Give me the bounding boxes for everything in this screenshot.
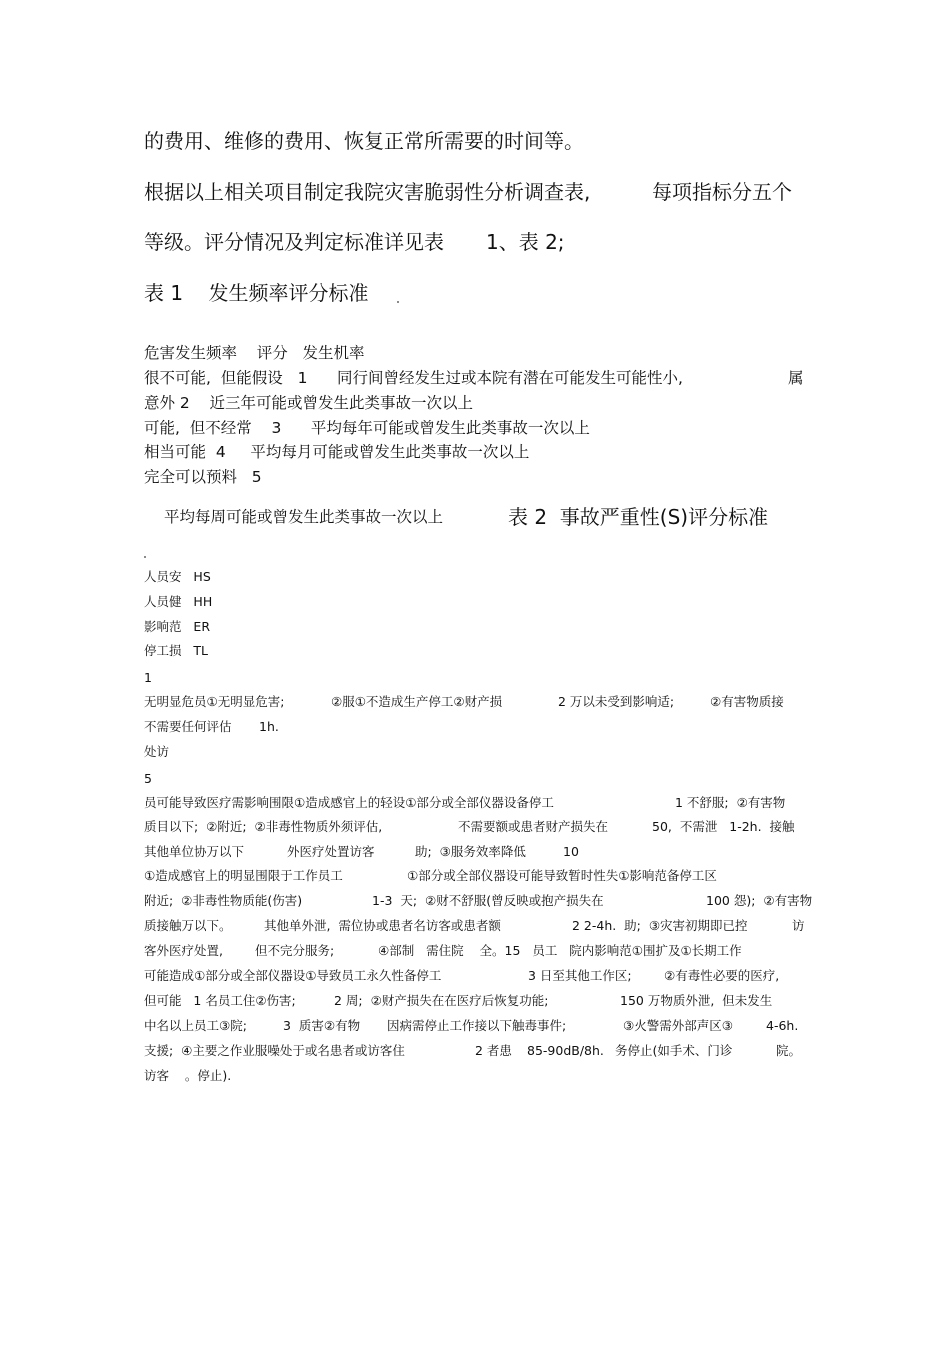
table2-title: 表 2 事故严重性(S)评分标准	[508, 505, 769, 529]
table2-line: 助; ③服务效率降低	[415, 844, 526, 859]
table2-line: 2 周; ②财产损失在在医疗后恢复功能;	[334, 993, 549, 1008]
table2-line: 支援; ④主要之作业服噪处于或名患者或访客住	[144, 1043, 405, 1058]
table2-line: 无明显危员①无明显危害;	[144, 694, 285, 709]
table2-line: 4-6h.	[766, 1018, 799, 1033]
table2-line: 客外医疗处置,	[144, 943, 223, 958]
table2-line: 50, 不需泄 1-2h. 接触	[652, 819, 795, 834]
table2-line: 员可能导致医疗需影响围限①造成感官上的轻设①部分或全部仪器设备停工	[144, 795, 554, 810]
table2-line: 1-3 天; ②财不舒服(曾反映或抱产损失在	[372, 893, 604, 908]
table2-line: 不需要任何评估	[144, 719, 232, 734]
table2-line: 85-90dB/8h.	[527, 1043, 604, 1058]
table2-line: 10	[563, 844, 579, 859]
table1-row-2: 意外 2 近三年可能或曾发生此类事故一次以上	[144, 394, 473, 412]
table2-header-hh: 人员健 HH	[144, 594, 213, 609]
table2-line: 院。	[776, 1043, 802, 1058]
table2-line: 附近; ②非毒性物质能(伤害)	[144, 893, 303, 908]
table2-line: 外医疗处置访客	[287, 844, 375, 859]
stray-dot	[144, 556, 146, 558]
table2-line: 处访	[144, 744, 170, 759]
table2-line: 2 2-4h. 助; ③灾害初期即已控	[572, 918, 748, 933]
table2-line: 访	[792, 918, 805, 933]
table2-line: 中名以上员工③院;	[144, 1018, 247, 1033]
table2-header-tl: 停工损 TL	[144, 643, 209, 658]
table2-line: 2 万以未受到影响适;	[558, 694, 675, 709]
table2-line: 因病需停止工作接以下触毒事件;	[387, 1018, 567, 1033]
intro-line-3: 等级。评分情况及判定标准详见表	[144, 230, 444, 254]
table2-line: 可能造成①部分或全部仪器设①导致员工永久性备停工	[144, 968, 442, 983]
table1-row-4: 相当可能 4 平均每月可能或曾发生此类事故一次以上	[144, 443, 530, 461]
table2-line: 但可能 1 名员工住②伤害;	[144, 993, 296, 1008]
table2-line: 但不完分服务;	[255, 943, 335, 958]
table2-line: 其他单外泄, 需位协或患者名访客或患者额	[264, 918, 501, 933]
table2-line: ③火警需外部声区③	[623, 1018, 733, 1033]
table1-row-5: 完全可以预料 5	[144, 468, 262, 486]
table2-line: 务停止(如手术、门诊	[615, 1043, 733, 1058]
table2-line: 100 怨); ②有害物	[706, 893, 813, 908]
table2-header-hs: 人员安 HS	[144, 569, 211, 584]
table2-line: 1	[144, 670, 152, 685]
table2-line: 访客 。停止).	[144, 1068, 232, 1083]
table2-line: 1 不舒服; ②有害物	[675, 795, 786, 810]
table2-line: 150 万物质外泄, 但未发生	[620, 993, 773, 1008]
table2-line: 不需要额或患者财产损失在	[458, 819, 609, 834]
intro-line-2-tail: 每项指标分五个	[652, 180, 792, 204]
table2-line: 3 质害②有物	[283, 1018, 361, 1033]
table2-line: 3 日至其他工作区;	[528, 968, 632, 983]
intro-line-3-tail: 1、表 2;	[486, 230, 565, 254]
table2-line: 1h.	[259, 719, 279, 734]
table2-line: ①部分或全部仪器设可能导致暂时性失①影响范备停工区	[407, 868, 717, 883]
table2-line: 其他单位协万以下	[144, 844, 245, 859]
table2-line: ②有害物质接	[710, 694, 784, 709]
table2-line: 5	[144, 771, 152, 786]
table2-header-er: 影响范 ER	[144, 619, 211, 634]
intro-line-2: 根据以上相关项目制定我院灾害脆弱性分析调查表,	[144, 180, 591, 204]
table1-row-3: 可能, 但不经常 3 平均每年可能或曾发生此类事故一次以上	[144, 419, 590, 437]
table2-line: ②有毒性必要的医疗,	[664, 968, 780, 983]
table2-line: ④部制 需住院 全。15 员工 院内影响范①围扩及①长期工作	[378, 943, 742, 958]
stray-dot	[397, 301, 399, 303]
table2-line: 质目以下; ②附近; ②非毒性物质外须评估,	[144, 819, 383, 834]
table1-row-5-detail: 平均每周可能或曾发生此类事故一次以上	[164, 508, 444, 526]
table2-line: ①造成感官上的明显围限于工作员工	[144, 868, 343, 883]
table2-line: ②服①不造成生产停工②财产损	[331, 694, 503, 709]
table1-row-1-tail: 属	[788, 369, 804, 387]
table1-title: 表 1 发生频率评分标准	[144, 281, 369, 305]
table1-header: 危害发生频率 评分 发生机率	[144, 344, 365, 362]
table1-row-1: 很不可能, 但能假设 1 同行间曾经发生过或本院有潜在可能发生可能性小,	[144, 369, 683, 387]
table2-line: 质接触万以下。	[144, 918, 232, 933]
intro-line-1: 的费用、维修的费用、恢复正常所需要的时间等。	[144, 129, 584, 153]
table2-line: 2 者患	[475, 1043, 512, 1058]
